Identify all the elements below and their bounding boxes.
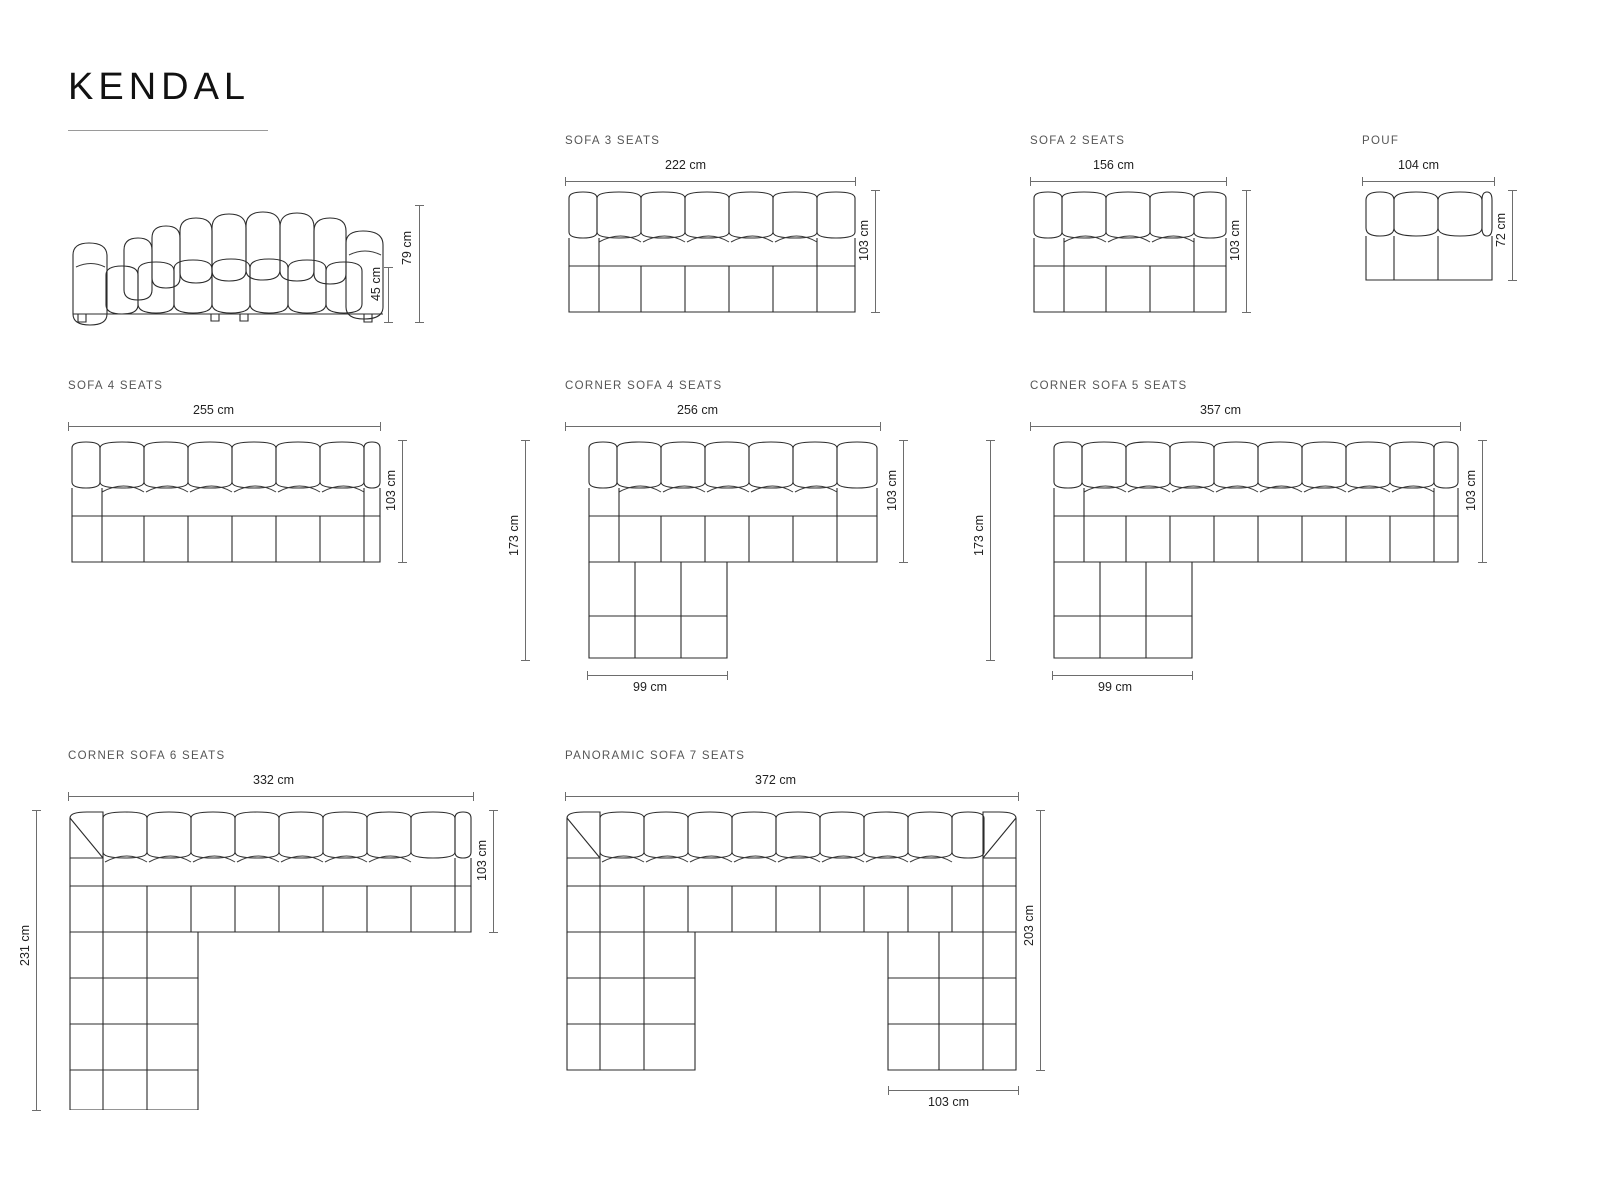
dim-tick xyxy=(1494,177,1495,186)
dim-line-depth xyxy=(1512,190,1513,280)
dim-tick xyxy=(880,422,881,431)
dim-tick xyxy=(1478,440,1487,441)
dim-tick xyxy=(1052,671,1053,680)
title-divider xyxy=(68,130,268,131)
dim-tick xyxy=(1192,671,1193,680)
dim-tick xyxy=(1226,177,1227,186)
title-block xyxy=(68,68,268,131)
dim-tick xyxy=(398,562,407,563)
dim-tick xyxy=(415,205,424,206)
corner-sofa-4-seats-topview xyxy=(567,440,882,660)
dim-depth-total: 203 cm xyxy=(1022,905,1036,946)
dim-line-depth-right xyxy=(493,810,494,932)
dim-line-width xyxy=(1362,181,1494,182)
dim-line-width xyxy=(565,181,855,182)
dim-line-chaise-width xyxy=(1052,675,1192,676)
dim-tick xyxy=(855,177,856,186)
dim-tick xyxy=(398,440,407,441)
dim-tick xyxy=(727,671,728,680)
dim-width: 357 cm xyxy=(1200,403,1241,417)
panoramic-sofa-7-seats-topview xyxy=(565,810,1018,1100)
dim-tick xyxy=(384,322,393,323)
dim-tick xyxy=(384,267,393,268)
dim-tick xyxy=(489,932,498,933)
dim-width: 255 cm xyxy=(193,403,234,417)
figure-label: SOFA 2 SEATS xyxy=(1030,135,1126,147)
dim-height-total: 79 cm xyxy=(400,231,414,266)
dim-tick xyxy=(986,660,995,661)
dim-line-depth xyxy=(1246,190,1247,312)
dim-depth-total: 173 cm xyxy=(507,515,521,556)
dim-tick xyxy=(521,660,530,661)
dim-width: 156 cm xyxy=(1093,158,1134,172)
dim-tick xyxy=(1018,792,1019,801)
dim-tick xyxy=(415,322,424,323)
figure-label: PANORAMIC SOFA 7 SEATS xyxy=(565,750,746,762)
dim-line-width xyxy=(68,796,473,797)
figure-label: CORNER SOFA 6 SEATS xyxy=(68,750,226,762)
dim-tick xyxy=(1478,562,1487,563)
figure-sofa-3-seats xyxy=(565,135,871,261)
figure-label: POUF xyxy=(1362,135,1400,147)
figure-label: CORNER SOFA 4 SEATS xyxy=(565,380,723,392)
dim-width: 332 cm xyxy=(253,773,294,787)
dim-line-depth-total xyxy=(1040,810,1041,1070)
dim-tick xyxy=(521,440,530,441)
dim-depth: 72 cm xyxy=(1494,213,1508,248)
dim-tick xyxy=(1508,280,1517,281)
corner-sofa-6-seats-topview xyxy=(68,810,473,1110)
pouf-topview xyxy=(1364,190,1496,295)
dim-seat-height: 45 cm xyxy=(369,267,383,302)
dim-tick xyxy=(888,1086,889,1095)
dim-tick xyxy=(473,792,474,801)
dim-depth-right: 103 cm xyxy=(1464,470,1478,511)
dim-width: 104 cm xyxy=(1398,158,1439,172)
dim-line-width xyxy=(565,426,880,427)
dim-tick xyxy=(1036,810,1045,811)
dim-tick xyxy=(1018,1086,1019,1095)
dim-line-width xyxy=(68,426,380,427)
dim-tick xyxy=(380,422,381,431)
figure-label: SOFA 3 SEATS xyxy=(565,135,661,147)
figure-corner-sofa-4-seats xyxy=(507,380,899,694)
dim-tick xyxy=(871,312,880,313)
figure-corner-sofa-6-seats xyxy=(18,750,489,966)
dim-tick xyxy=(899,562,908,563)
dim-tick xyxy=(565,177,566,186)
dim-depth: 103 cm xyxy=(857,220,871,261)
dim-tick xyxy=(1030,177,1031,186)
dim-depth-right: 103 cm xyxy=(475,840,489,881)
dim-line-depth xyxy=(875,190,876,312)
sofa-2-seats-topview xyxy=(1032,190,1228,320)
sofa-3-seats-topview xyxy=(567,190,857,320)
dim-tick xyxy=(68,422,69,431)
figure-corner-sofa-5-seats xyxy=(972,380,1478,694)
dim-line-depth-total xyxy=(525,440,526,660)
dim-tick xyxy=(871,190,880,191)
dim-line-chaise-width xyxy=(587,675,727,676)
dim-depth: 103 cm xyxy=(1228,220,1242,261)
dim-tick xyxy=(587,671,588,680)
dim-line-height-total xyxy=(419,205,420,322)
dim-line-seat-height xyxy=(388,267,389,322)
dim-line-depth-right xyxy=(903,440,904,562)
dim-width: 256 cm xyxy=(677,403,718,417)
dim-line-width xyxy=(1030,181,1226,182)
dim-tick xyxy=(565,422,566,431)
dim-width: 222 cm xyxy=(665,158,706,172)
dim-line-width xyxy=(1030,426,1460,427)
dim-depth-right: 103 cm xyxy=(885,470,899,511)
dim-depth-total: 231 cm xyxy=(18,925,32,966)
perspective-sofa-drawing xyxy=(68,195,388,330)
dim-depth: 103 cm xyxy=(384,470,398,511)
dim-tick xyxy=(32,810,41,811)
dim-tick xyxy=(1030,422,1031,431)
figure-panoramic-sofa-7-seats xyxy=(565,750,1036,1109)
dim-tick xyxy=(899,440,908,441)
dim-tick xyxy=(565,792,566,801)
dim-line-depth-total xyxy=(36,810,37,1110)
figure-sofa-2-seats xyxy=(1030,135,1242,261)
dim-line-depth-total xyxy=(990,440,991,660)
dim-line-arm-depth xyxy=(888,1090,1018,1091)
dim-line-depth-right xyxy=(1482,440,1483,562)
dim-arm-depth: 103 cm xyxy=(928,1095,969,1109)
dim-line-depth xyxy=(402,440,403,562)
dim-tick xyxy=(32,1110,41,1111)
corner-sofa-5-seats-topview xyxy=(1032,440,1462,660)
figure-sofa-4-seats xyxy=(68,380,398,511)
figure-pouf xyxy=(1362,135,1508,248)
dim-tick xyxy=(1242,190,1251,191)
dim-width: 372 cm xyxy=(755,773,796,787)
dim-tick xyxy=(1242,312,1251,313)
dim-tick xyxy=(1036,1070,1045,1071)
dim-chaise-width: 99 cm xyxy=(633,680,668,694)
dim-tick xyxy=(1508,190,1517,191)
dim-tick xyxy=(1362,177,1363,186)
page-title: KENDAL xyxy=(68,66,251,108)
sofa-4-seats-topview xyxy=(70,440,382,570)
dim-tick xyxy=(68,792,69,801)
figure-label: SOFA 4 SEATS xyxy=(68,380,164,392)
dim-tick xyxy=(489,810,498,811)
dim-line-width xyxy=(565,796,1018,797)
dim-tick xyxy=(1460,422,1461,431)
dim-depth-total: 173 cm xyxy=(972,515,986,556)
dim-tick xyxy=(986,440,995,441)
figure-label: CORNER SOFA 5 SEATS xyxy=(1030,380,1188,392)
dim-chaise-width: 99 cm xyxy=(1098,680,1133,694)
